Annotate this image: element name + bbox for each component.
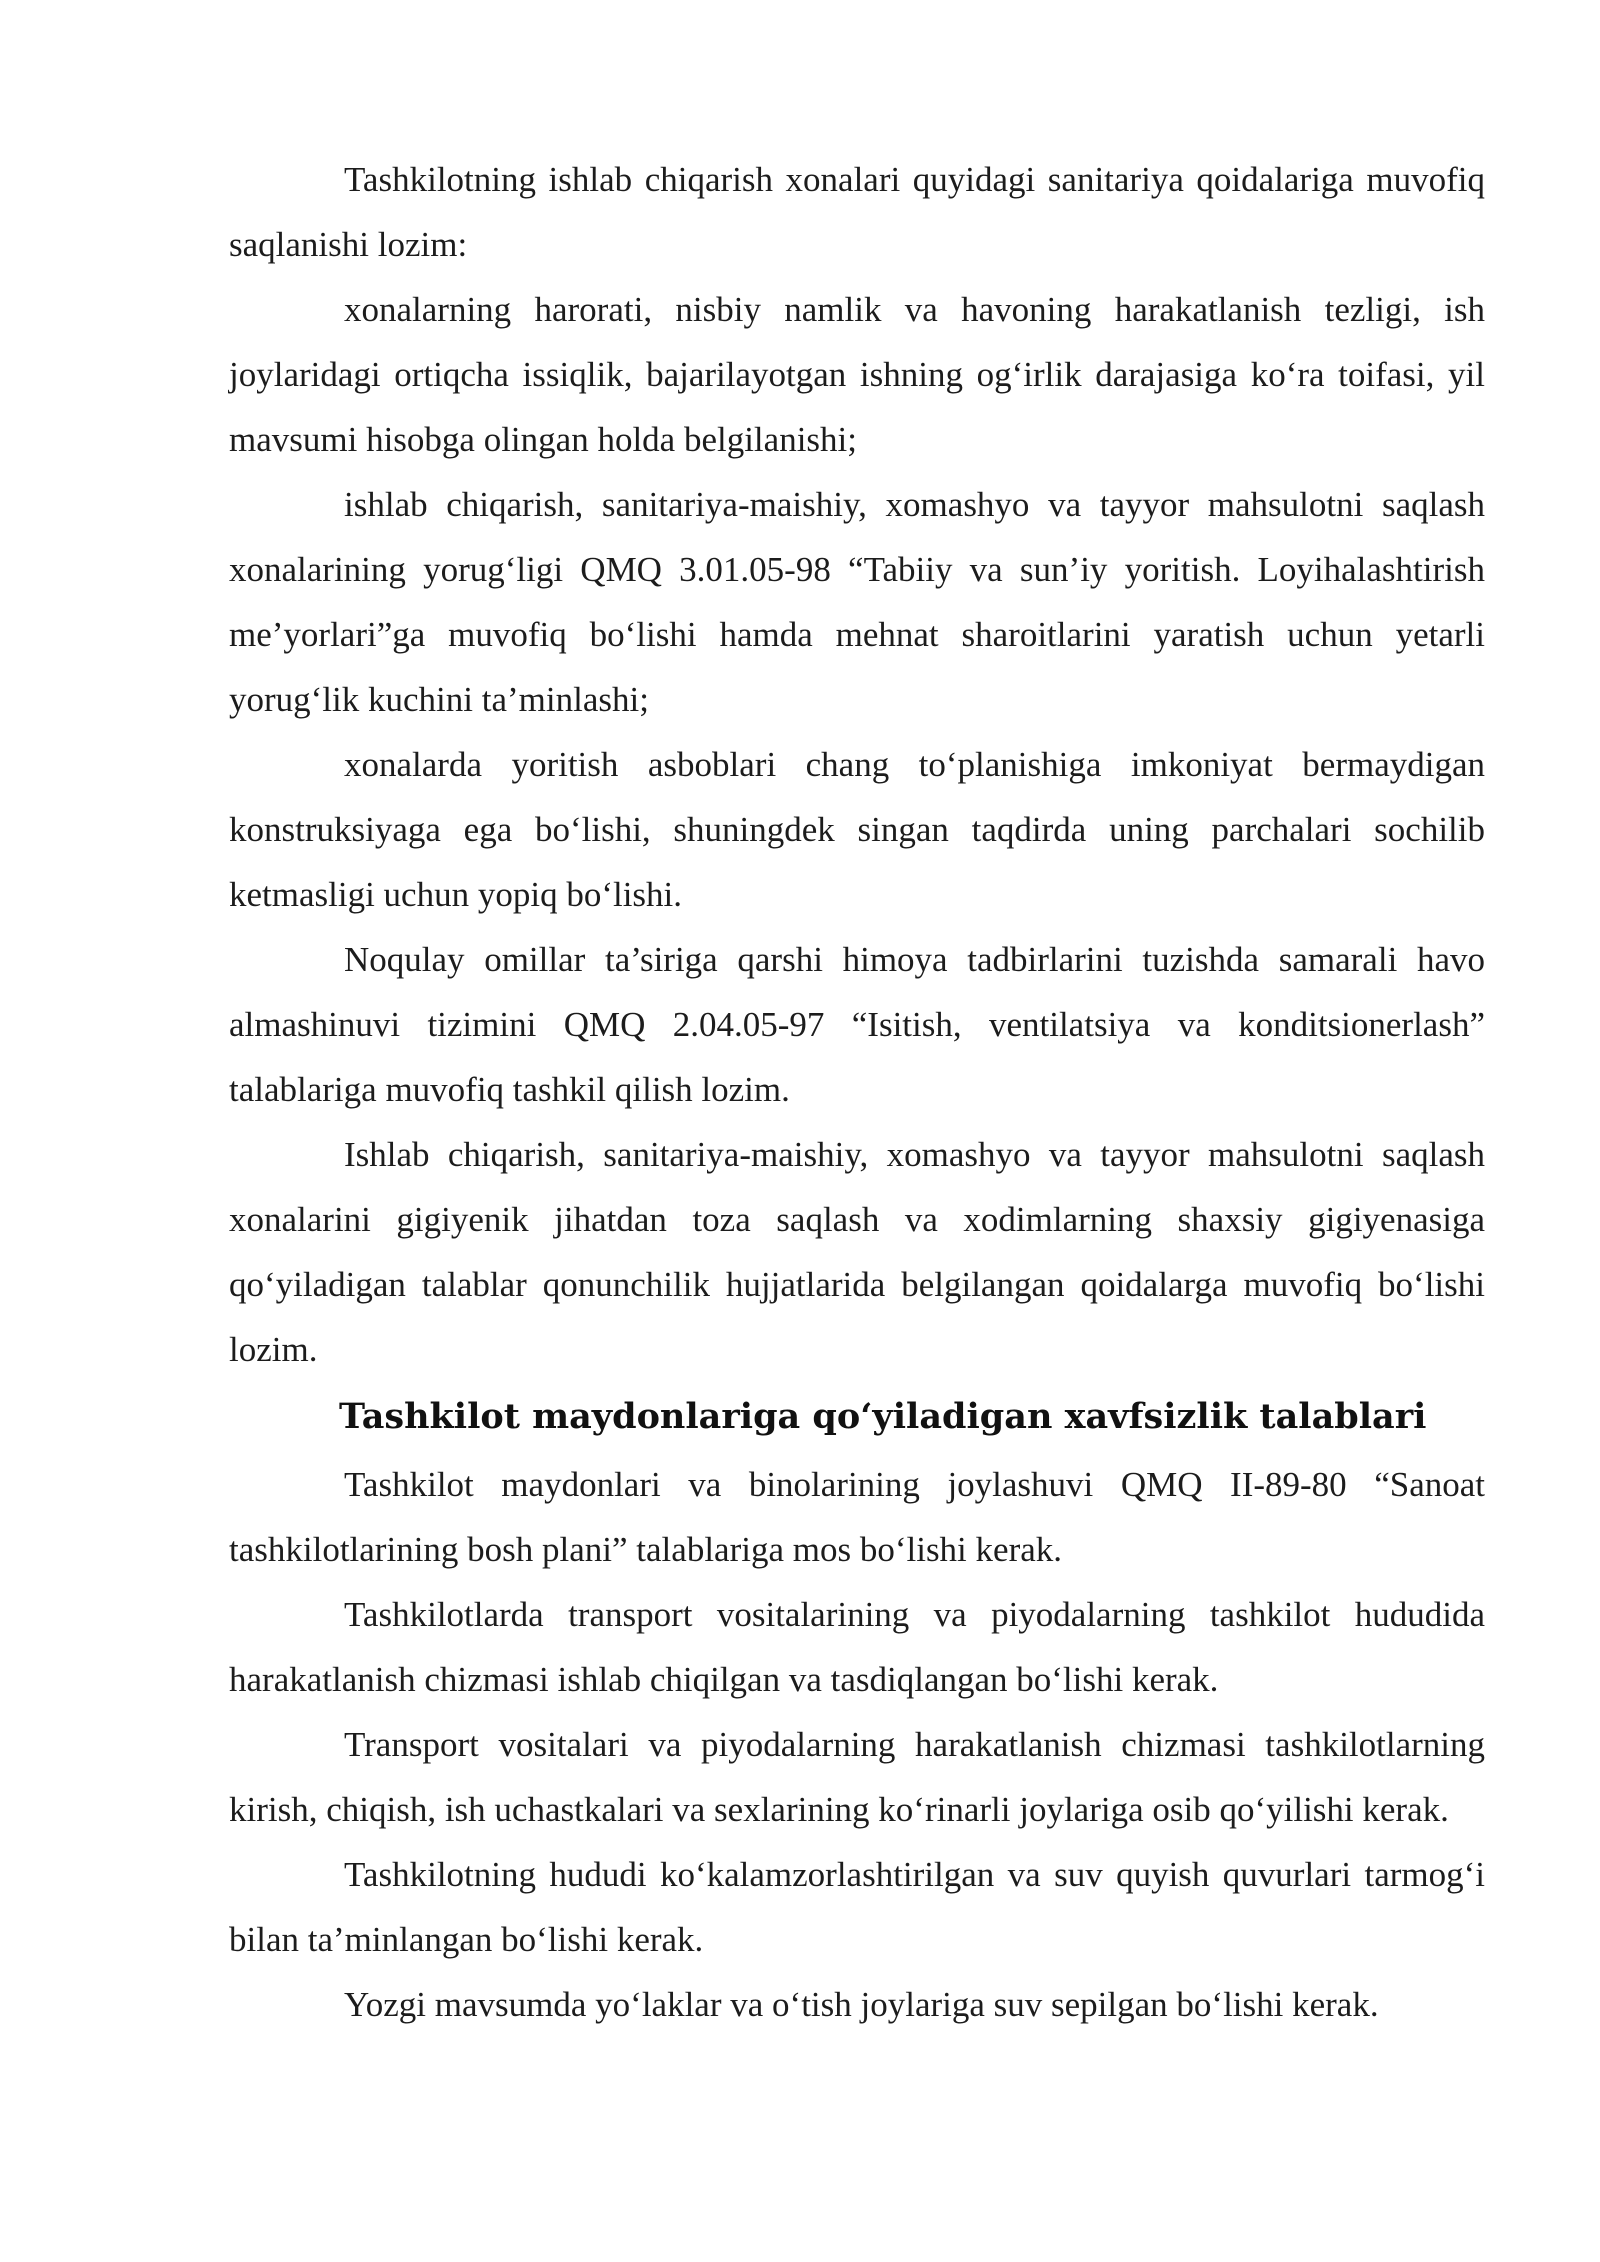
paragraph-hygiene: Ishlab chiqarish, sanitariya-maishiy, xomashyo va tayyor mahsulotni saqlash xonalarini gigiyenik jihatdan toza saqlash va xodimlarning shaxsiy gigiyenasiga qo‘yiladigan talablar qonunchilik hujjatlarida belgilangan qoidalarga muvofiq bo‘lishi lozim.: [229, 1135, 1485, 1369]
document-body: [229, 147, 1485, 2037]
paragraph-site-layout: Tashkilot maydonlari va binolarining joylashuvi QMQ II-89-80 “Sanoat tashkilotlarining bosh plani” talablariga mos bo‘lishi kerak.: [229, 1465, 1485, 1569]
paragraph-landscaping: Tashkilotning hududi ko‘kalamzorlashtirilgan va suv quyish quvurlari tarmog‘i bilan ta’minlangan bo‘lishi kerak.: [229, 1855, 1485, 1959]
paragraph-lighting-fixtures: xonalarda yoritish asboblari chang to‘planishiga imkoniyat bermaydigan konstruksiyaga ega bo‘lishi, shuningdek singan taqdirda uning parchalari sochilib ketmasligi uchun yopiq bo‘lishi.: [229, 745, 1485, 914]
paragraph-intro: Tashkilotning ishlab chiqarish xonalari quyidagi sanitariya qoidalariga muvofiq saqlanishi lozim:: [229, 160, 1485, 264]
paragraph-traffic-scheme: Tashkilotlarda transport vositalarining va piyodalarning tashkilot hududida harakatlanish chizmasi ishlab chiqilgan va tasdiqlangan bo‘lishi kerak.: [229, 1595, 1485, 1699]
paragraph-ventilation: Noqulay omillar ta’siriga qarshi himoya tadbirlarini tuzishda samarali havo almashinuvi tizimini QMQ 2.04.05-97 “Isitish, ventilatsiya va konditsionerlash” talablariga muvofiq tashkil qilish lozim.: [229, 940, 1485, 1109]
paragraph-lighting-requirements: ishlab chiqarish, sanitariya-maishiy, xomashyo va tayyor mahsulotni saqlash xonalarining yorug‘ligi QMQ 3.01.05-98 “Tabiiy va sun’iy yoritish. Loyihalashtirish me’yorlari”ga muvofiq bo‘lishi hamda mehnat sharoitlarini yaratish uchun yetarli yorug‘lik kuchini ta’minlashi;: [229, 485, 1485, 719]
section-heading: Tashkilot maydonlariga qo‘yiladigan xavfsizlik talablari: [339, 1396, 1427, 1437]
paragraph-temperature-requirements: xonalarning harorati, nisbiy namlik va havoning harakatlanish tezligi, ish joylaridagi ortiqcha issiqlik, bajarilayotgan ishning og‘irlik darajasiga ko‘ra toifasi, yil mavsumi hisobga olingan holda belgilanishi;: [229, 290, 1485, 459]
paragraph-summer-watering: Yozgi mavsumda yo‘laklar va o‘tish joylariga suv sepilgan bo‘lishi kerak.: [344, 1985, 1379, 2024]
paragraph-traffic-scheme-posting: Transport vositalari va piyodalarning harakatlanish chizmasi tashkilotlarning kirish, chiqish, ish uchastkalari va sexlarining ko‘rinarli joylariga osib qo‘yilishi kerak.: [229, 1725, 1485, 1829]
